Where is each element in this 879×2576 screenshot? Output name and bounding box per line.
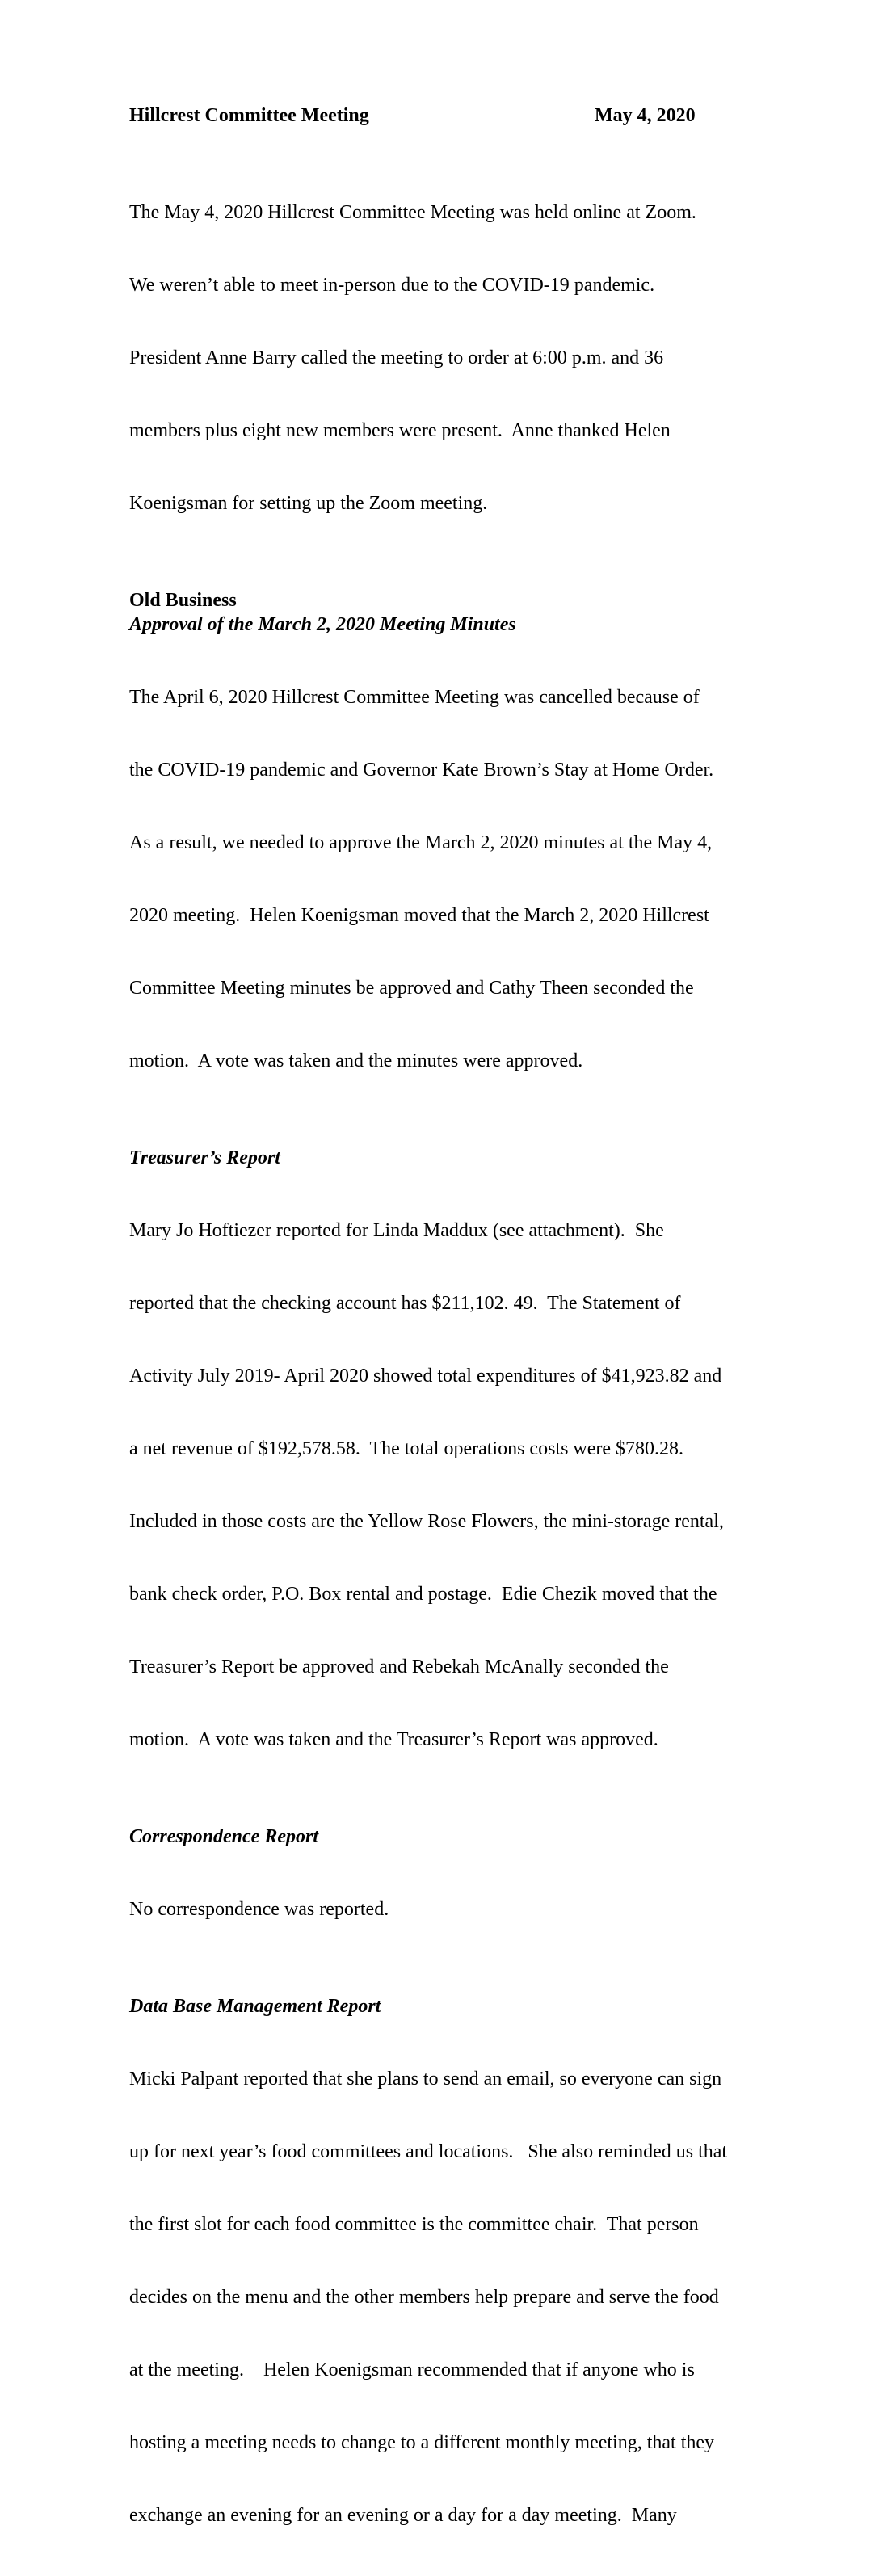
subsection-heading-database: Data Base Management Report: [129, 1996, 381, 2017]
text-line: Activity July 2019- April 2020 showed total expenditures of $41,923.82 and: [129, 1366, 722, 1387]
document-body: [129, 152, 759, 2576]
text-line: Micki Palpant reported that she plans to send an email, so everyone can sign: [129, 2069, 722, 2090]
text-line: decides on the menu and the other members help prepare and serve the food: [129, 2287, 719, 2308]
text-line: motion. A vote was taken and the minutes were approved.: [129, 1050, 583, 1071]
section-heading-old-business: Old Business: [129, 590, 237, 611]
subsection-heading-approval: Approval of the March 2, 2020 Meeting Minutes: [129, 614, 516, 635]
text-line: reported that the checking account has $211,102. 49. The Statement of: [129, 1293, 681, 1314]
text-line: Mary Jo Hoftiezer reported for Linda Maddux (see attachment). She: [129, 1220, 664, 1241]
text-line: the COVID-19 pandemic and Governor Kate Brown’s Stay at Home Order.: [129, 760, 714, 781]
text-line: a net revenue of $192,578.58. The total operations costs were $780.28.: [129, 1438, 684, 1459]
approval-paragraph: [129, 637, 759, 1122]
text-line: The April 6, 2020 Hillcrest Committee Meeting was cancelled because of: [129, 687, 700, 708]
text-line: President Anne Barry called the meeting to order at 6:00 p.m. and 36: [129, 347, 664, 368]
document-title: Hillcrest Committee Meeting: [129, 105, 369, 126]
text-line: exchange an evening for an evening or a day for a day meeting. Many: [129, 2505, 677, 2526]
text-line: Included in those costs are the Yellow Rose Flowers, the mini-storage rental,: [129, 1511, 724, 1532]
document-date: May 4, 2020: [595, 105, 696, 126]
treasurer-paragraph: [129, 1170, 759, 1800]
spacer: [129, 1970, 759, 1994]
text-line: up for next year’s food committees and locations. She also reminded us that: [129, 2141, 728, 2162]
text-line: at the meeting. Helen Koenigsman recommended that if anyone who is: [129, 2359, 695, 2380]
database-paragraph: [129, 2018, 759, 2576]
document-header: [129, 103, 711, 128]
text-line: members plus eight new members were present. Anne thanked Helen: [129, 420, 671, 441]
text-line: No correspondence was reported.: [129, 1899, 389, 1920]
subsection-heading-correspondence: Correspondence Report: [129, 1826, 318, 1847]
text-line: We weren’t able to meet in-person due to the COVID-19 pandemic.: [129, 275, 655, 296]
spacer: [129, 1800, 759, 1825]
spacer: [129, 1122, 759, 1146]
subsection-heading-treasurer: Treasurer’s Report: [129, 1147, 280, 1168]
correspondence-paragraph: [129, 1849, 759, 1970]
text-line: the first slot for each food committee is the committee chair. That person: [129, 2214, 699, 2235]
text-line: hosting a meeting needs to change to a different monthly meeting, that they: [129, 2432, 715, 2453]
text-line: As a result, we needed to approve the March 2, 2020 minutes at the May 4,: [129, 832, 713, 853]
text-line: motion. A vote was taken and the Treasurer’s Report was approved.: [129, 1729, 658, 1750]
text-line: bank check order, P.O. Box rental and postage. Edie Chezik moved that the: [129, 1584, 717, 1605]
intro-paragraph: [129, 152, 759, 564]
spacer: [129, 564, 759, 588]
text-line: Treasurer’s Report be approved and Rebekah McAnally seconded the: [129, 1656, 669, 1677]
text-line: The May 4, 2020 Hillcrest Committee Meeting was held online at Zoom.: [129, 202, 696, 223]
text-line: Koenigsman for setting up the Zoom meeting.: [129, 493, 488, 514]
text-line: 2020 meeting. Helen Koenigsman moved that the March 2, 2020 Hillcrest: [129, 905, 709, 926]
text-line: Committee Meeting minutes be approved and Cathy Theen seconded the: [129, 978, 694, 999]
